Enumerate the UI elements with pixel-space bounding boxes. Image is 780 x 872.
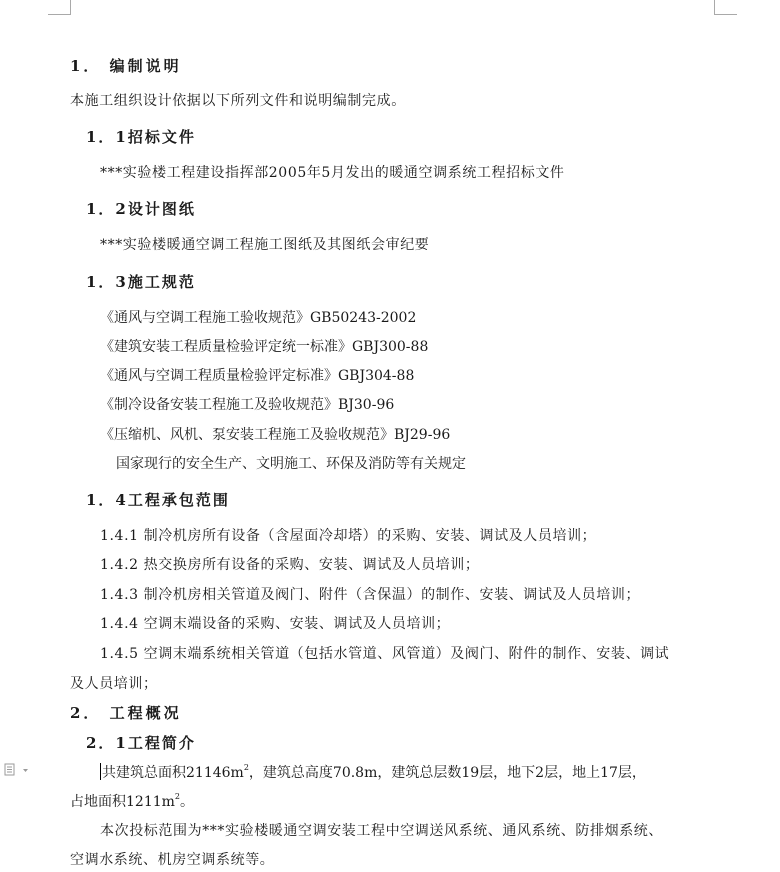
overview-area-text: 共建筑总面积21146m bbox=[102, 765, 244, 781]
standard-item: 国家现行的安全生产、文明施工、环保及消防等有关规定 bbox=[116, 456, 466, 472]
section-1-heading: 1． 编制说明 bbox=[70, 57, 182, 75]
section-1-intro: 本施工组织设计依据以下所列文件和说明编制完成。 bbox=[70, 93, 406, 109]
section-1-3-heading: 1．3施工规范 bbox=[86, 273, 196, 291]
section-2-1-heading: 2．1工程简介 bbox=[86, 734, 196, 752]
scope-paragraph-line-2: 空调水系统、机房空调系统等。 bbox=[70, 852, 275, 868]
scope-item: 1.4.5 空调末端系统相关管道（包括水管道、风管道）及阀门、附件的制作、安装、调试 bbox=[100, 646, 670, 662]
text-cursor bbox=[100, 763, 101, 780]
overview-height-text: ，建筑总高度70.8m，建筑总层数19层，地下2层，地上17层， bbox=[248, 765, 646, 781]
scope-paragraph-line-1: 本次投标范围为***实验楼暖通空调安装工程中空调送风系统、通风系统、防排烟系统、 bbox=[100, 823, 663, 839]
paragraph-options-icon[interactable] bbox=[4, 762, 32, 781]
overview-footprint-text: 占地面积1211m bbox=[70, 794, 175, 810]
scope-item-continuation: 及人员培训； bbox=[70, 676, 158, 692]
superscript: 2 bbox=[243, 763, 249, 772]
overview-paragraph-line-1 bbox=[100, 763, 646, 782]
overview-paragraph-line-2 bbox=[70, 793, 194, 811]
section-1-4-heading: 1．4工程承包范围 bbox=[86, 491, 230, 509]
standard-item: 《制冷设备安装工程施工及验收规范》BJ30-96 bbox=[100, 397, 395, 413]
standard-item: 《压缩机、风机、泵安装工程施工及验收规范》BJ29-96 bbox=[100, 427, 451, 443]
section-2-heading: 2． 工程概况 bbox=[70, 704, 182, 722]
standard-item: 《通风与空调工程质量检验评定标准》GBJ304-88 bbox=[100, 368, 415, 384]
scope-item: 1.4.4 空调末端设备的采购、安装、调试及人员培训； bbox=[100, 616, 451, 632]
scope-item: 1.4.3 制冷机房相关管道及阀门、附件（含保温）的制作、安装、调试及人员培训； bbox=[100, 587, 641, 603]
section-1-2-text: ***实验楼暖通空调工程施工图纸及其图纸会审纪要 bbox=[100, 237, 430, 253]
section-1-2-heading: 1．2设计图纸 bbox=[86, 200, 196, 218]
section-1-1-text: ***实验楼工程建设指挥部2005年5月发出的暖通空调系统工程招标文件 bbox=[100, 165, 565, 181]
scope-item: 1.4.2 热交换房所有设备的采购、安装、调试及人员培训； bbox=[100, 557, 480, 573]
standard-item: 《建筑安装工程质量检验评定统一标准》GBJ300-88 bbox=[100, 339, 429, 355]
period: 。 bbox=[180, 794, 194, 810]
superscript: 2 bbox=[174, 792, 180, 801]
standard-item: 《通风与空调工程施工验收规范》GB50243-2002 bbox=[100, 310, 417, 326]
scope-item: 1.4.1 制冷机房所有设备（含屋面冷却塔）的采购、安装、调试及人员培训； bbox=[100, 528, 597, 544]
section-1-1-heading: 1．1招标文件 bbox=[86, 128, 196, 146]
